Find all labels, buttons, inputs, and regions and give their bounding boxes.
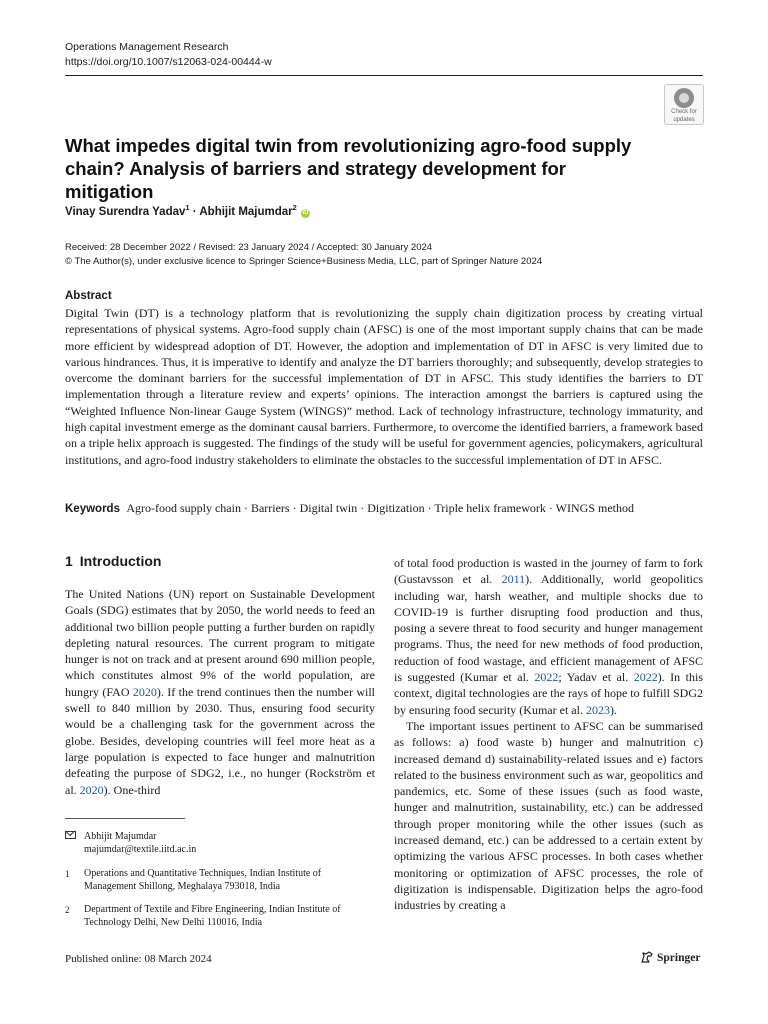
citation-link[interactable]: 2022 bbox=[633, 670, 658, 685]
crossmark-icon bbox=[674, 88, 694, 108]
footnote-rule bbox=[65, 818, 185, 819]
published-online: Published online: 08 March 2024 bbox=[65, 953, 212, 965]
orcid-icon[interactable]: iD bbox=[302, 209, 309, 216]
citation-link[interactable]: 2022 bbox=[534, 670, 559, 685]
publisher-name: Springer bbox=[657, 952, 701, 964]
abstract-heading: Abstract bbox=[65, 290, 112, 302]
left-column bbox=[65, 586, 375, 798]
springer-logo bbox=[640, 950, 700, 964]
paragraph: The United Nations (UN) report on Sustainable Development Goals (SDG) estimates that by 2050, the world needs to feed an additional two billion people putting a further burden on rapidly depleting natural resources. The current program to mitigate hunger is not on track and at present around 690 million people, which constitutes almost 9% of the world population, are hungry (FAO 2020). If the trend continues then the number will swell to 840 million by 2030. Thus, ensuring food security would be a challenging task for the government across the globe. Besides, developing countries will feel more heat as a large population is expected to face hunger and malnutrition defeating the purpose of SDG2, i.e., no hunger (Rockström et al. 2020). One-third bbox=[65, 587, 375, 797]
author-name[interactable]: Abhijit Majumdar bbox=[199, 205, 293, 218]
journal-header bbox=[65, 40, 272, 70]
section-number: 1 bbox=[65, 553, 73, 569]
badge-line1: Check for bbox=[671, 109, 697, 115]
publication-history bbox=[65, 241, 542, 269]
citation-link[interactable]: 2011 bbox=[501, 572, 526, 587]
header-rule bbox=[65, 75, 703, 76]
affiliation-footnote bbox=[65, 904, 365, 929]
author-name[interactable]: Vinay Surendra Yadav bbox=[65, 205, 186, 218]
affiliation-text: Department of Textile and Fibre Engineering, Indian Institute of Technology Delhi, New Delhi 110016, India bbox=[84, 904, 341, 928]
affiliation-footnote bbox=[65, 868, 365, 893]
received-dates: Received: 28 December 2022 / Revised: 23 January 2024 / Accepted: 30 January 2024 bbox=[65, 242, 433, 253]
paper-title: What impedes digital twin from revolutionizing agro-food supply chain? Analysis of barriers and strategy development for mitigation bbox=[65, 135, 632, 202]
abstract-text: Digital Twin (DT) is a technology platform that is revolutionizing the supply chain digitization process by creating virtual representations of physical systems. Agro-food supply chain (AFSC) is one of the most important supply chains that can be made more efficient by widespread adoption of DT. However, the adoption and implementation of DT in AFSC is very limited due to various hindrances. Thus, it is imperative to identify and analyze the DT barriers thoroughly; and subsequently, develop strategies to overcome the dominant barriers for the successful implementation of DT in AFSC. This study identifies the barriers to DT implementation through a literature review and experts’ opinions. The interaction amongst the barriers is captured using the “Weighted Influence Non-linear Gauge System (WINGS)” method. Lack of technology infrastructure, technology immaturity, and high capital investment emerge as the dominant causal barriers. Furthermore, to overcome the identified barriers, a framework based on a triple helix approach is suggested. The findings of the study will be useful for government agencies, policymakers, agricultural institutions, and agro-food industry stakeholders to eliminate the obstacles to the successful implementation of DT in AFSC. bbox=[65, 306, 703, 467]
affiliation-text: Operations and Quantitative Techniques, Indian Institute of Management Shillong, Meghalaya 793018, India bbox=[84, 868, 322, 892]
springer-horse-icon bbox=[640, 950, 654, 964]
corresponding-name: Abhijit Majumdar bbox=[84, 831, 157, 842]
footnote-number: 1 bbox=[65, 869, 70, 879]
mail-icon bbox=[65, 831, 76, 844]
copyright-line: © The Author(s), under exclusive licence to Springer Science+Business Media, LLC, part of Springer Nature 2024 bbox=[65, 256, 543, 267]
journal-name: Operations Management Research bbox=[65, 41, 229, 53]
doi-link[interactable]: https://doi.org/10.1007/s12063-024-00444-w bbox=[65, 56, 272, 68]
corresponding-author bbox=[65, 831, 196, 856]
paragraph: The important issues pertinent to AFSC can be summarised as follows: a) food waste b) hunger and malnutrition c) increased demand d) sustainability-related issues and e) factors related to the business environment such as war, geopolitics and pandemics, etc. Some of these issues (such as food waste, hunger and malnutrition, sustainability, etc.) can be addressed through proper monitoring while the other issues (such as increased demand, etc.) can be addressed to a certain extent by optimizing the various AFSC processes. In both cases whether monitoring or optimization of AFSC processes, the role of digitization is indispensable. Digitization helps the agro-food industries by creating a bbox=[394, 718, 703, 913]
section-title: Introduction bbox=[79, 553, 162, 569]
citation-link[interactable]: 2020 bbox=[79, 782, 104, 797]
keywords-list: Agro-food supply chain · Barriers · Digital twin · Digitization · Triple helix framework · WINGS method bbox=[126, 501, 634, 515]
author-separator: · bbox=[189, 205, 200, 218]
author-affiliation-mark: 1 bbox=[185, 203, 190, 212]
footnote-number: 2 bbox=[65, 905, 70, 915]
keywords-heading: Keywords bbox=[65, 503, 120, 515]
author-list bbox=[65, 203, 310, 218]
check-for-updates-badge[interactable] bbox=[664, 84, 704, 125]
section-heading bbox=[65, 553, 161, 569]
author-affiliation-mark: 2 bbox=[292, 203, 297, 212]
paragraph: of total food production is wasted in the journey of farm to fork (Gustavsson et al. 2011). Additionally, world geopolitics including war, harsh weather, and multiple shocks due to COVID-19 is further disrupting food production and thus, posing a severe threat to food security and hunger management programs. Thus, the need for new methods of food production, reduction of food wastage, and efficient management of AFSC is suggested (Kumar et al. 2022; Yadav et al. 2022). In this context, digital technologies are the rays of hope to fulfill SDG2 by ensuring food security (Kumar et al. 2023). bbox=[394, 556, 703, 717]
right-column bbox=[394, 555, 703, 914]
badge-line2: updates bbox=[673, 116, 695, 123]
citation-link[interactable]: 2020 bbox=[132, 684, 157, 699]
citation-link[interactable]: 2023 bbox=[585, 702, 610, 717]
corresponding-email[interactable]: majumdar@textile.iitd.ac.in bbox=[84, 843, 197, 855]
keywords bbox=[65, 500, 634, 517]
